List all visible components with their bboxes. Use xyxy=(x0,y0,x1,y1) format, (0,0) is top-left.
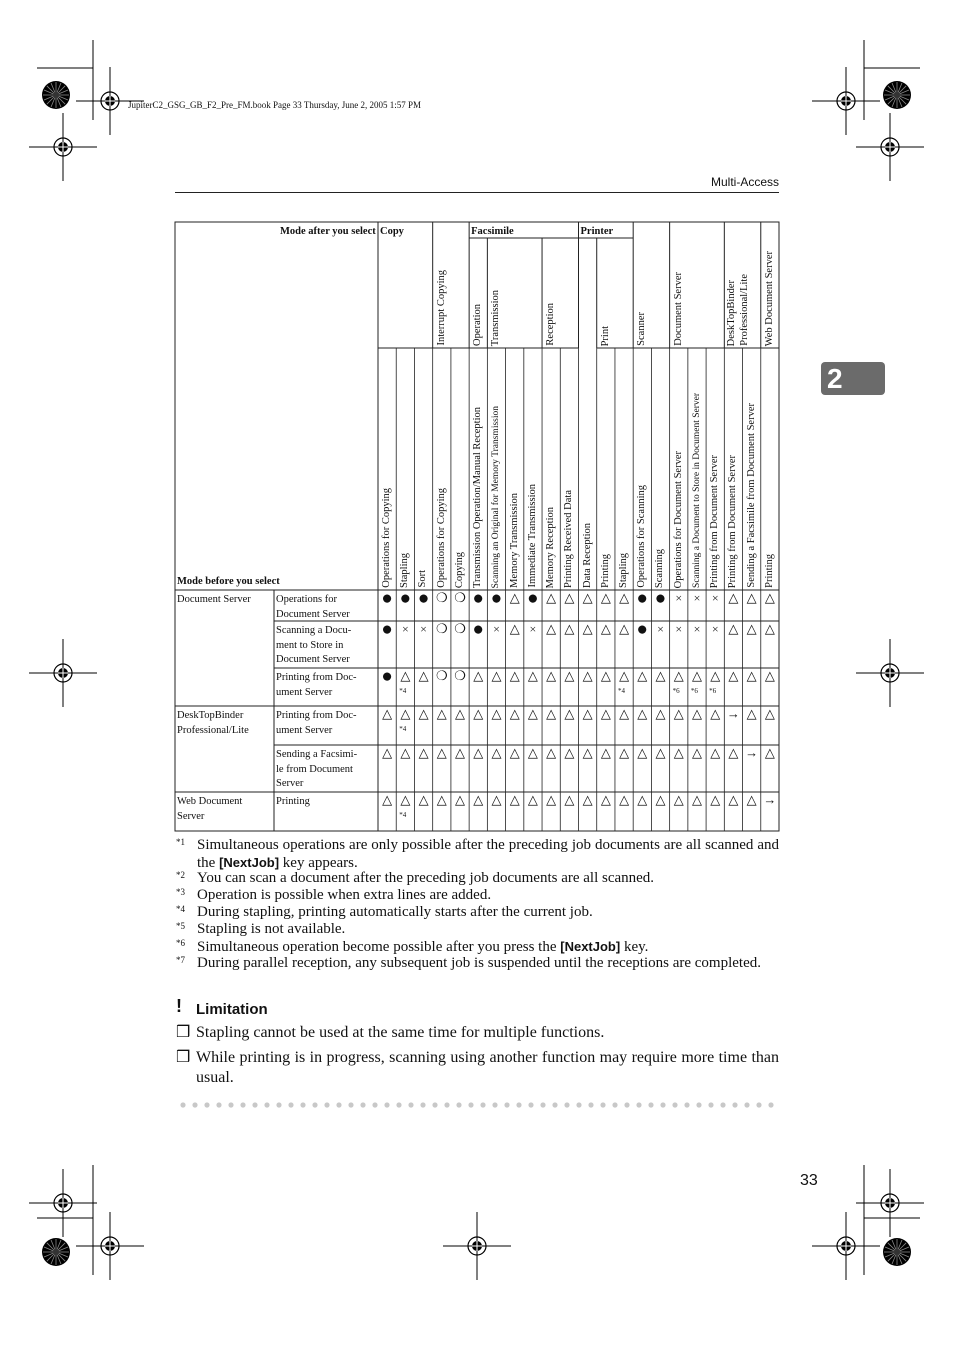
conditional-symbol: △ xyxy=(546,706,557,721)
available-symbol: ● xyxy=(381,619,393,640)
conditional-symbol: △ xyxy=(509,621,520,636)
column-header: Scanning an Original for Memory Transmission xyxy=(491,406,502,589)
conditional-symbol: △ xyxy=(400,668,411,683)
row-group-label: Web Document xyxy=(177,796,243,807)
conditional-symbol: △ xyxy=(764,668,775,683)
group-printer: Printer xyxy=(580,226,614,237)
column-header: Scanning xyxy=(654,549,666,589)
conditional-symbol: △ xyxy=(473,668,484,683)
conditional-symbol: △ xyxy=(637,668,648,683)
unavailable-symbol: × xyxy=(401,622,409,636)
row-mode-label: Printing from Doc- xyxy=(276,672,357,683)
column-header: Printing xyxy=(599,554,611,588)
conditional-symbol: △ xyxy=(582,792,593,807)
limitation-title: Limitation xyxy=(196,1001,268,1018)
column-header: Operations for Copying xyxy=(435,488,447,588)
conditional-symbol: △ xyxy=(655,745,666,760)
column-header: Printing from Document Server xyxy=(727,455,739,589)
conditional-symbol: △ xyxy=(546,621,557,636)
conditional-symbol: △ xyxy=(582,590,593,605)
conditional-symbol: △ xyxy=(764,706,775,721)
available-symbol: ● xyxy=(527,588,539,609)
column-header: Stapling xyxy=(399,553,411,589)
conditional-symbol: △ xyxy=(582,621,593,636)
conditional-symbol: △ xyxy=(691,668,702,683)
conditional-symbol: △ xyxy=(546,590,557,605)
conditional-symbol: △ xyxy=(728,745,739,760)
footnote-mark: *3 xyxy=(176,887,185,897)
column-header: Stapling xyxy=(617,553,629,589)
conditional-symbol: △ xyxy=(600,590,611,605)
conditional-symbol: △ xyxy=(764,745,775,760)
footnote-text: Simultaneous operation become possible after you press the [NextJob] key. xyxy=(197,939,649,955)
group-transmission: Transmission xyxy=(490,290,502,347)
conditional-symbol: △ xyxy=(527,745,538,760)
page-number: 33 xyxy=(800,1172,818,1189)
chapter-number: 2 xyxy=(827,363,843,394)
conditional-symbol: △ xyxy=(691,745,702,760)
partial-symbol: ❍ xyxy=(435,590,448,605)
conditional-symbol: △ xyxy=(455,706,466,721)
conditional-symbol: △ xyxy=(600,745,611,760)
conditional-symbol: △ xyxy=(600,621,611,636)
conditional-symbol: △ xyxy=(473,792,484,807)
conditional-symbol: △ xyxy=(637,706,648,721)
column-header: Sending a Facsimile from Document Server xyxy=(745,403,757,588)
group-facsimile: Facsimile xyxy=(471,226,514,237)
group-operation: Operation xyxy=(472,304,484,346)
corner-after-label: Mode after you select xyxy=(280,226,376,237)
conditional-symbol: △ xyxy=(691,706,702,721)
partial-symbol: ❍ xyxy=(435,621,448,636)
row-mode-label: Document Server xyxy=(276,608,350,620)
cell-footnote-ref: *4 xyxy=(617,687,625,695)
conditional-symbol: △ xyxy=(491,745,502,760)
column-header: Scanning a Document to Store in Document Server xyxy=(691,393,702,588)
conditional-symbol: △ xyxy=(728,792,739,807)
row-mode-label: Scanning a Docu- xyxy=(276,625,352,636)
conditional-symbol: △ xyxy=(473,745,484,760)
conditional-symbol: △ xyxy=(400,745,411,760)
conditional-symbol: △ xyxy=(619,792,630,807)
column-header: Operations for Scanning xyxy=(636,485,648,588)
conditional-symbol: △ xyxy=(746,668,757,683)
group-interrupt-copying: Interrupt Copying xyxy=(435,270,447,346)
conditional-symbol: △ xyxy=(382,792,393,807)
conditional-symbol: △ xyxy=(673,668,684,683)
row-group-label: Server xyxy=(177,810,205,822)
available-symbol: ● xyxy=(636,619,649,640)
conditional-symbol: △ xyxy=(564,792,575,807)
column-header: Printing from Document Server xyxy=(709,455,721,589)
conditional-symbol: △ xyxy=(637,745,648,760)
conditional-symbol: △ xyxy=(600,706,611,721)
conditional-symbol: △ xyxy=(655,792,666,807)
conditional-symbol: △ xyxy=(564,668,575,683)
cell-footnote-ref: *4 xyxy=(399,687,407,695)
conditional-symbol: △ xyxy=(764,590,775,605)
unavailable-symbol: × xyxy=(657,622,664,636)
row-mode-label: ment to Store in xyxy=(276,639,344,651)
conditional-symbol: △ xyxy=(673,792,684,807)
unavailable-symbol: × xyxy=(675,622,683,636)
cell-footnote-ref: *4 xyxy=(399,811,407,819)
conditional-symbol: △ xyxy=(710,706,721,721)
conditional-symbol: △ xyxy=(619,745,630,760)
exclamation-icon: ! xyxy=(176,996,182,1016)
available-symbol: ● xyxy=(472,588,484,609)
conditional-symbol: △ xyxy=(619,668,630,683)
conditional-symbol: △ xyxy=(710,745,721,760)
row-mode-label: Sending a Facsimi- xyxy=(276,749,358,760)
nextjob-key-label: [NextJob] xyxy=(219,855,280,870)
column-header: Data Reception xyxy=(581,523,593,589)
row-group-label: Document Server xyxy=(177,594,251,605)
conditional-symbol: △ xyxy=(600,668,611,683)
row-mode-label: Printing xyxy=(276,796,310,807)
arrow-symbol: → xyxy=(726,706,740,721)
conditional-symbol: △ xyxy=(582,745,593,760)
row-mode-label: le from Document xyxy=(276,763,353,775)
conditional-symbol: △ xyxy=(491,668,502,683)
footnote-mark: *2 xyxy=(176,870,185,880)
column-header: Operations for Document Server xyxy=(672,451,684,589)
column-header: Immediate Transmission xyxy=(526,484,538,588)
column-header: Transmission Operation/Manual Reception xyxy=(472,407,484,589)
conditional-symbol: △ xyxy=(418,745,429,760)
footnote-mark: *5 xyxy=(176,921,185,931)
conditional-symbol: △ xyxy=(509,590,520,605)
footnote-text: You can scan a document after the preceding job documents are all scanned. xyxy=(197,870,655,886)
row-mode-label: ument Server xyxy=(276,686,333,698)
unavailable-symbol: × xyxy=(711,622,719,636)
partial-symbol: ❍ xyxy=(454,590,466,605)
conditional-symbol: △ xyxy=(400,792,411,807)
conditional-symbol: △ xyxy=(491,706,502,721)
available-symbol: ● xyxy=(417,588,430,609)
footnote-text: Stapling is not available. xyxy=(197,921,346,937)
footnote-mark: *6 xyxy=(176,938,185,948)
conditional-symbol: △ xyxy=(582,668,593,683)
conditional-symbol: △ xyxy=(746,621,757,636)
conditional-symbol: △ xyxy=(728,621,739,636)
footnote-text: During stapling, printing automatically starts after the current job. xyxy=(197,904,593,920)
conditional-symbol: △ xyxy=(527,706,538,721)
book-info: JupiterC2_GSG_GB_F2_Pre_FM.book Page 33 Thursday, June 2, 2005 1:57 PM xyxy=(128,100,422,110)
conditional-symbol: △ xyxy=(418,668,429,683)
unavailable-symbol: × xyxy=(420,622,427,636)
conditional-symbol: △ xyxy=(673,706,684,721)
group-desktopbinder: Professional/Lite xyxy=(739,274,751,346)
column-header: Operations for Copying xyxy=(381,488,392,588)
conditional-symbol: △ xyxy=(509,706,520,721)
conditional-symbol: △ xyxy=(728,668,739,683)
conditional-symbol: △ xyxy=(455,792,466,807)
available-symbol: ● xyxy=(636,588,649,609)
conditional-symbol: △ xyxy=(582,706,593,721)
footnote-text: Operation is possible when extra lines are added. xyxy=(197,887,492,903)
row-group-label: DeskTopBinder xyxy=(177,710,244,721)
conditional-symbol: △ xyxy=(655,668,666,683)
conditional-symbol: △ xyxy=(746,706,757,721)
conditional-symbol: △ xyxy=(509,745,520,760)
unavailable-symbol: × xyxy=(693,622,701,636)
column-header: Printing Received Data xyxy=(563,490,575,588)
conditional-symbol: △ xyxy=(436,745,447,760)
footnote-mark: *1 xyxy=(176,837,185,847)
conditional-symbol: △ xyxy=(455,745,466,760)
conditional-symbol: △ xyxy=(764,621,775,636)
conditional-symbol: △ xyxy=(527,668,538,683)
footnote-text: Simultaneous operations are only possible after the preceding job documents are all scanned and the [NextJob] key appears. xyxy=(197,837,779,871)
conditional-symbol: △ xyxy=(619,590,630,605)
row-mode-label: Operations for xyxy=(276,594,337,605)
group-reception: Reception xyxy=(545,303,557,346)
conditional-symbol: △ xyxy=(382,706,393,721)
partial-symbol: ❍ xyxy=(454,668,466,683)
available-symbol: ● xyxy=(399,588,412,609)
group-copy: Copy xyxy=(380,226,404,237)
column-header: Sort xyxy=(417,570,429,588)
group-document-server: Document Server xyxy=(672,272,684,346)
footnote-mark: *4 xyxy=(176,904,185,914)
conditional-symbol: △ xyxy=(527,792,538,807)
available-symbol: ● xyxy=(490,588,503,609)
conditional-symbol: △ xyxy=(655,706,666,721)
conditional-symbol: △ xyxy=(546,792,557,807)
conditional-symbol: △ xyxy=(491,792,502,807)
row-mode-label: ument Server xyxy=(276,724,333,736)
conditional-symbol: △ xyxy=(746,792,757,807)
unavailable-symbol: × xyxy=(711,591,719,605)
conditional-symbol: △ xyxy=(746,590,757,605)
available-symbol: ● xyxy=(654,588,667,609)
group-web-document-server: Web Document Server xyxy=(763,251,775,347)
column-header: Memory Reception xyxy=(545,507,557,589)
row-mode-label: Document Server xyxy=(276,654,350,665)
running-head: Multi-Access xyxy=(711,175,780,189)
conditional-symbol: △ xyxy=(509,668,520,683)
conditional-symbol: △ xyxy=(619,706,630,721)
cell-footnote-ref: *6 xyxy=(709,687,717,695)
unavailable-symbol: × xyxy=(529,622,537,636)
group-scanner: Scanner xyxy=(636,312,648,346)
conditional-symbol: △ xyxy=(710,668,721,683)
row-group-label: Professional/Lite xyxy=(177,724,249,736)
corner-before-label: Mode before you select xyxy=(177,576,280,587)
cell-footnote-ref: *6 xyxy=(690,687,698,695)
arrow-symbol: → xyxy=(745,745,759,760)
conditional-symbol: △ xyxy=(564,706,575,721)
conditional-symbol: △ xyxy=(728,590,739,605)
dotted-separator xyxy=(178,1100,778,1110)
column-header: Memory Transmission xyxy=(508,493,520,588)
available-symbol: ● xyxy=(381,588,393,609)
conditional-symbol: △ xyxy=(509,792,520,807)
conditional-symbol: △ xyxy=(637,792,648,807)
conditional-symbol: △ xyxy=(436,792,447,807)
available-symbol: ● xyxy=(472,619,484,640)
unavailable-symbol: × xyxy=(675,591,683,605)
conditional-symbol: △ xyxy=(546,745,557,760)
conditional-symbol: △ xyxy=(400,706,411,721)
nextjob-key-label: [NextJob] xyxy=(560,939,621,954)
conditional-symbol: △ xyxy=(436,706,447,721)
cell-footnote-ref: *4 xyxy=(399,725,407,733)
conditional-symbol: △ xyxy=(710,792,721,807)
conditional-symbol: △ xyxy=(418,792,429,807)
conditional-symbol: △ xyxy=(473,706,484,721)
unavailable-symbol: × xyxy=(693,591,701,605)
partial-symbol: ❍ xyxy=(435,668,448,683)
available-symbol: ● xyxy=(381,666,393,687)
unavailable-symbol: × xyxy=(493,622,500,636)
conditional-symbol: △ xyxy=(619,621,630,636)
conditional-symbol: △ xyxy=(691,792,702,807)
group-print: Print xyxy=(599,326,611,347)
row-mode-label: Printing from Doc- xyxy=(276,710,357,721)
row-mode-label: Server xyxy=(276,778,304,789)
column-header: Printing xyxy=(763,554,775,588)
group-desktopbinder: DeskTopBinder xyxy=(726,280,738,347)
partial-symbol: ❍ xyxy=(454,621,466,636)
conditional-symbol: △ xyxy=(600,792,611,807)
checkbox-icon: ❒ xyxy=(176,1024,191,1041)
cell-footnote-ref: *6 xyxy=(672,687,680,695)
conditional-symbol: △ xyxy=(546,668,557,683)
conditional-symbol: △ xyxy=(564,621,575,636)
column-header: Copying xyxy=(453,552,465,589)
checkbox-icon: ❒ xyxy=(176,1049,191,1066)
footnote-text: During parallel reception, any subsequent job is suspended until the receptions are completed. xyxy=(197,955,762,971)
conditional-symbol: △ xyxy=(564,745,575,760)
arrow-symbol: → xyxy=(763,792,777,807)
conditional-symbol: △ xyxy=(418,706,429,721)
conditional-symbol: △ xyxy=(564,590,575,605)
conditional-symbol: △ xyxy=(382,745,393,760)
footnote-mark: *7 xyxy=(176,955,185,965)
conditional-symbol: △ xyxy=(673,745,684,760)
